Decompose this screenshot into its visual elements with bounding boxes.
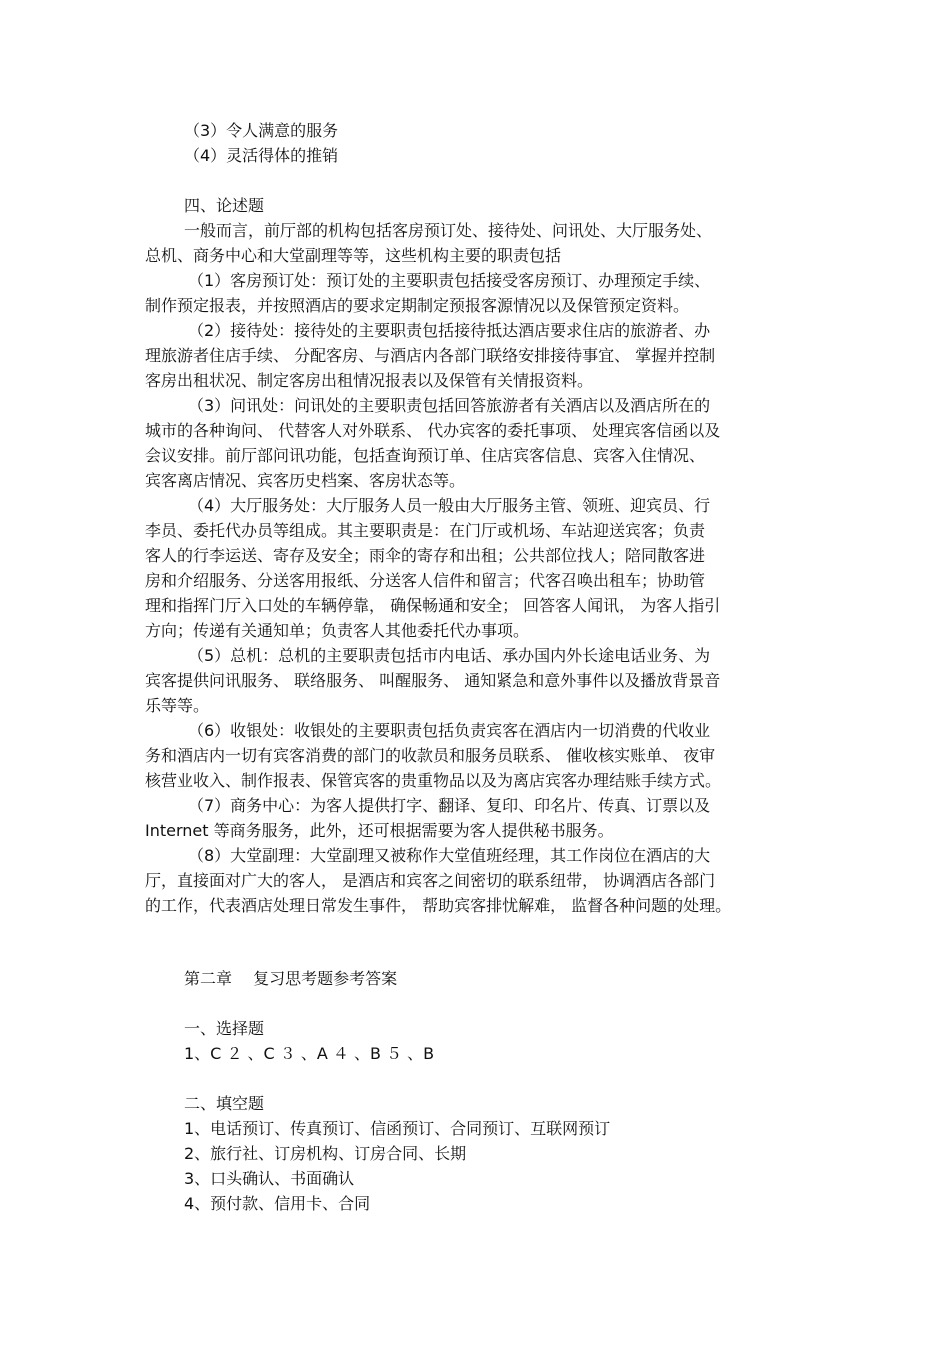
- business-center-para-line: （7）商务中心：为客人提供打字、翻译、复印、印名片、传真、订票以及: [188, 796, 711, 815]
- reception-para-line: （2）接待处：接待处的主要职责包括接待抵达酒店要求住店的旅游者、办: [188, 321, 711, 340]
- choice-answers: 1、C ２ 、C ３ 、A ４ 、B ５ 、B: [184, 1044, 435, 1063]
- choice-heading: 一、选择题: [184, 1019, 265, 1038]
- lobby-service-para-line: 方向；传递有关通知单；负责客人其他委托代办事项。: [145, 621, 530, 640]
- intro-line: 一般而言，前厅部的机构包括客房预订处、接待处、问讯处、大厅服务处、: [184, 221, 713, 240]
- cashier-para-line: 核营业收入、制作报表、保管宾客的贵重物品以及为离店宾客办理结账手续方式。: [145, 771, 722, 790]
- inquiry-para-line: 宾客离店情况、宾客历史档案、客房状态等。: [145, 471, 466, 490]
- fill-heading: 二、填空题: [184, 1094, 265, 1113]
- switchboard-para-line: （5）总机：总机的主要职责包括市内电话、承办国内外长途电话业务、为: [188, 646, 711, 665]
- lobby-service-para-line: 房和介绍服务、分送客用报纸、分送客人信件和留言；代客召唤出租车；协助管: [145, 571, 706, 590]
- switchboard-para-line: 宾客提供问讯服务、 联络服务、 叫醒服务、 通知紧急和意外事件以及播放背景音: [145, 671, 721, 690]
- lobby-service-para-line: 李员、委托代办员等组成。其主要职责是：在门厅或机场、车站迎送宾客；负责: [145, 521, 706, 540]
- reservation-para-line: 制作预定报表，并按照酒店的要求定期制定预报客源情况以及保管预定资料。: [145, 296, 690, 315]
- service-item-3: （3）令人满意的服务: [184, 121, 339, 140]
- inquiry-para-line: （3）问讯处：问讯处的主要职责包括回答旅游者有关酒店以及酒店所在的: [188, 396, 711, 415]
- intro-line: 总机、商务中心和大堂副理等等，这些机构主要的职责包括: [145, 246, 562, 265]
- reception-para-line: 理旅游者住店手续、 分配客房、与酒店内各部门联络安排接待事宜、 掌握并控制: [145, 346, 716, 365]
- inquiry-para-line: 城市的各种询问、 代替客人对外联系、 代办宾客的委托事项、 处理宾客信函以及: [145, 421, 721, 440]
- switchboard-para-line: 乐等等。: [145, 696, 210, 715]
- essay-heading: 四、论述题: [184, 196, 265, 215]
- inquiry-para-line: 会议安排。前厅部问讯功能，包括查询预订单、住店宾客信息、宾客入住情况、: [145, 446, 706, 465]
- fill-answer: 2、旅行社、订房机构、订房合同、长期: [184, 1144, 467, 1163]
- assistant-manager-para-line: （8）大堂副理：大堂副理又被称作大堂值班经理，其工作岗位在酒店的大: [188, 846, 711, 865]
- assistant-manager-para-line: 的工作，代表酒店处理日常发生事件， 帮助宾客排忧解难， 监督各种问题的处理。: [145, 896, 732, 915]
- fill-answer: 1、电话预订、传真预订、信函预订、合同预订、互联网预订: [184, 1119, 611, 1138]
- cashier-para-line: 务和酒店内一切有宾客消费的部门的收款员和服务员联系、 催收核实账单、 夜审: [145, 746, 716, 765]
- business-center-para-line: Internet 等商务服务，此外，还可根据需要为客人提供秘书服务。: [145, 821, 614, 840]
- reservation-para-line: （1）客房预订处：预订处的主要职责包括接受客房预订、办理预定手续、: [188, 271, 711, 290]
- fill-answer: 4、预付款、信用卡、合同: [184, 1194, 371, 1213]
- lobby-service-para-line: 理和指挥门厅入口处的车辆停靠， 确保畅通和安全； 回答客人闻讯， 为客人指引: [145, 596, 721, 615]
- lobby-service-para-line: （4）大厅服务处：大厅服务人员一般由大厅服务主管、领班、迎宾员、行: [188, 496, 711, 515]
- assistant-manager-para-line: 厅，直接面对广大的客人， 是酒店和宾客之间密切的联系纽带， 协调酒店各部门: [145, 871, 716, 890]
- service-item-4: （4）灵活得体的推销: [184, 146, 339, 165]
- reception-para-line: 客房出租状况、制定客房出租情况报表以及保管有关情报资料。: [145, 371, 594, 390]
- cashier-para-line: （6）收银处：收银处的主要职责包括负责宾客在酒店内一切消费的代收业: [188, 721, 711, 740]
- lobby-service-para-line: 客人的行李运送、寄存及安全；雨伞的寄存和出租；公共部位找人；陪同散客进: [145, 546, 706, 565]
- chapter-title: 第二章 复习思考题参考答案: [184, 969, 398, 988]
- fill-answer: 3、口头确认、书面确认: [184, 1169, 355, 1188]
